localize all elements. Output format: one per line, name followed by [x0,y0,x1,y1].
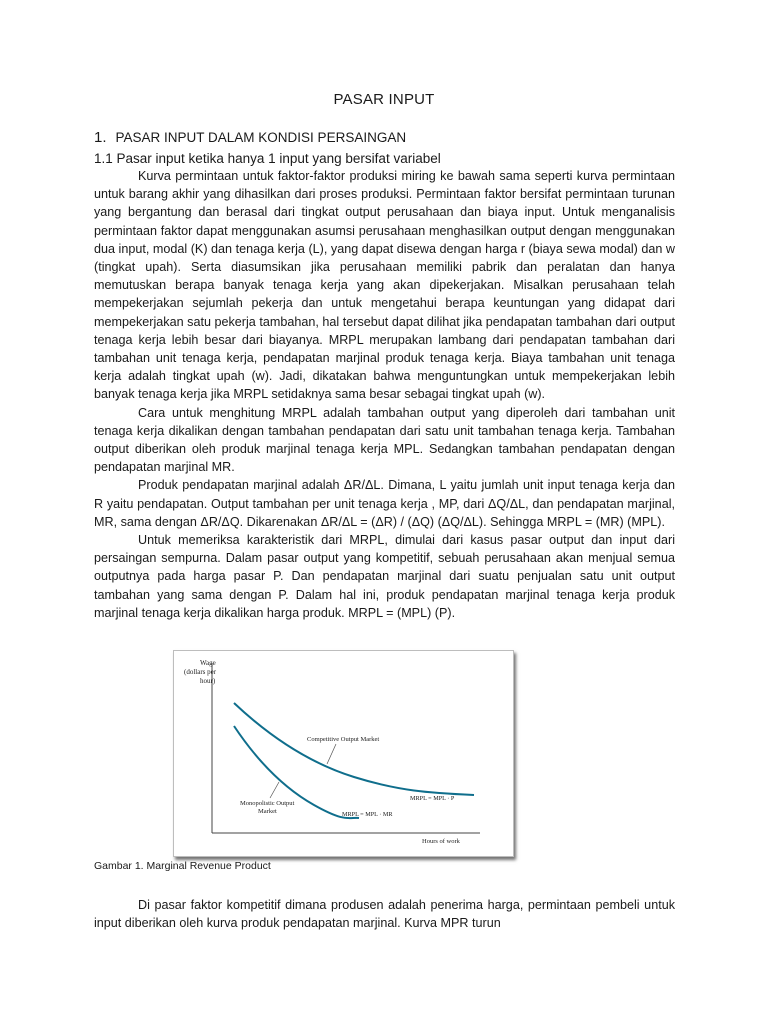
section-heading [94,129,406,146]
competitive-mrpl-curve [234,703,474,795]
competitive-output-label: Competitive Output Market [307,736,380,743]
body-text [94,167,675,622]
y-axis-label-line-1: Wage [200,659,216,667]
x-axis-label: Hours of work [422,838,460,845]
paragraph-1: Kurva permintaan untuk faktor-faktor produksi miring ke bawah sama seperti kurva permintaan untuk barang akhir yang dihasilkan dari proses produksi. Permintaan faktor bersifat permintaan turunan yang bergantung dan berasal dari tingkat output perusahaan dan biaya input. Untuk menganalisis permintaan faktor dapat menggunakan asumsi perusahaan menghasilkan output dengan menggunakan dua input, modal (K) dan tenaga kerja (L), yang dapat disewa dengan harga r (biaya sewa modal) dan w (tingkat upah). Serta diasumsikan jika perusahaan memiliki pabrik dan peralatan dan hanya memutuskan berapa banyak tenaga kerja yang akan dipekerjakan. Misalkan perusahaan telah mempekerjakan sejumlah pekerja dan untuk mengetahui berapa keuntungan yang didapat dari mempekerjakan satu pekerja tambahan, hal tersebut dapat dilihat jika pendapatan tambahan dari output tenaga kerja lebih besar dari biayanya. MRPL merupakan lambang dari pendapatan tambahan dari tambahan unit tenaga kerja, pendapatan marjinal produk tenaga kerja. Biaya tambahan unit tenaga kerja adalah tingkat upah (w). Jadi, dikatakan bahwa menguntungkan untuk mempekerjakan lebih banyak tenaga kerja jika MRPL setidaknya sama besar sebagai tingkat upah (w). [94,169,675,402]
monopolistic-pointer-line [270,782,279,798]
monopolistic-output-label [240,800,296,815]
y-axis-label-line-2: (dollars per [184,668,217,676]
page-title: PASAR INPUT [333,91,435,108]
bottom-text [94,896,675,932]
paragraph-2: Cara untuk menghitung MRPL adalah tambahan output yang diperoleh dari tambahan unit tenaga kerja dikalikan dengan tambahan pendapatan dari satu unit tambahan tenaga kerja. Tambahan output diberikan oleh produk marjinal tenaga kerja MPL. Sedangkan tambahan pendapatan dengan pendapatan marjinal MR. [94,405,675,475]
paragraph-3: Produk pendapatan marjinal adalah ΔR/ΔL. Dimana, L yaitu jumlah unit input tenaga kerja dan R yaitu pendapatan. Output tambahan per unit tenaga kerja , MP, dari ΔQ/ΔL, dan pendapatan marjinal, MR, sama dengan ΔR/ΔQ. Dikarenakan ΔR/ΔL = (ΔR) / (ΔQ) (ΔQ/ΔL). Sehingga MRPL = (MR) (MPL). [94,478,675,529]
marginal-revenue-product-figure [173,650,514,857]
y-axis-label [184,659,218,685]
paragraph-4: Untuk memeriksa karakteristik dari MRPL, dimulai dari kasus pasar output dan input dari persaingan sempurna. Dalam pasar output yang kompetitif, sebuah perusahaan akan menjual semua outputnya pada harga pasar P. Dan pendapatan marjinal dari suatu penjualan satu unit output tambahan yang sama dengan P. Dalam hal ini, produk pendapatan marjinal tenaga kerja produk marjinal tenaga kerja dikalikan harga produk. MRPL = (MPL) (P). [94,533,675,620]
section-number: 1. [94,129,107,146]
monopolistic-label-line-1: Monopolistic Output [240,800,295,807]
competitive-pointer-line [327,744,336,764]
figure-graph [174,651,513,856]
subsection-heading: 1.1 Pasar input ketika hanya 1 input yang bersifat variabel [94,151,441,166]
y-axis-label-line-3: hour) [200,677,216,685]
paragraph-5: Di pasar faktor kompetitif dimana produsen adalah penerima harga, permintaan pembeli untuk input diberikan oleh kurva produk pendapatan marjinal. Kurva MPR turun [94,898,675,931]
competitive-curve-label: MRPL = MPL · P [410,795,455,802]
section-heading-text: PASAR INPUT DALAM KONDISI PERSAINGAN [115,130,407,145]
monopolistic-curve-label: MRPL = MPL · MR [342,811,393,818]
monopolistic-label-line-2: Market [258,808,277,815]
figure-caption: Gambar 1. Marginal Revenue Product [94,860,271,872]
